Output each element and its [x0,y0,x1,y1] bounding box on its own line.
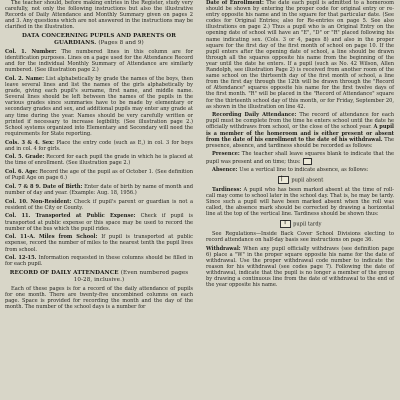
col11-entry: Col. 11. Transported at Public Expense: Check if pupil is transported at public expense or this space may be used to record the number of the bus which the pupil rides. [5,213,194,232]
tardy-example: ⊤ pupil tardy [206,220,394,228]
tardy-mark-icon: ⊤ [280,220,291,228]
recording-entry: Recording Daily Attendance: The record of attendance for each pupil must be complete from the time he enters school until the date he officially withdraws from school, or the close of the school year. A pupil is a member of the homeroom and is either present or absent from the date of his enrollment to the date of his withdrawal. The presence, absence, and tardiness should be recorded as follows: [206,112,394,149]
daily-attendance-paragraph: Each of these pages is for a record of the daily attendance of pupils for one month. There are twenty-five uncombined columns on each page. Space is provided for recording the month and the day of the month. The number of the school days is a number for [5,285,193,311]
presence-entry: Presence: The teacher shall leave squares blank to indicate that the pupil was present and on time; thus: [206,151,394,165]
col11a-entry: Col. 11-A. Miles from School: If pupil is transported at public expense, record the number of miles to the nearest tenth the pupil lives from school. [5,234,194,253]
withdrawal-entry: Withdrawal: When any pupil officially withdraws (see definition page 6) place a "W" in the proper square opposite his name for the date of withdrawal. Use the proper withdrawal code number to indicate the reason for his withdrawal (see codes page 7). Following the date of withdrawal, indicate that the pupil is no longer a member of the group by drawing a continuous line from the date of withdrawal to the end of the year opposite his name. [206,245,394,289]
col789-entry: Col. 7 & 8 9. Date of Birth: Enter date of birth by name of month and number of day and year. (Example: Aug. 18, 1956.) [5,183,193,196]
col1-entry: Col. 1. Number: The numbered lines in this column are for identification purposes. Lines on a page used for the Attendance Record and for the individual Monthly Summary of Attendance are similarly numbered. (See illustration page 2.) [5,49,193,74]
tardiness-entry: Tardiness: A pupil who has been marked absent at the time of roll-call may come to school later in the school day. That is, he may be tardy. Since such a pupil will have been marked absent when the roll was called, the absence mark should be corrected by drawing a horizontal line at the top of the vertical line. Tardiness should be shown thus: [206,186,394,218]
absent-example: | pupil absent [206,176,394,184]
col2-entry: Col. 2. Name: List alphabetically by grade the names of the boys, then leave several lines and list the names of the girls alphabetically by grade, giving each pupil's surname, first name, and middle name. Several lines should be left between the names of the pupils in the various grades since summaries have to be made by elementary or secondary grades and sex, and additional pupils may enter any grade at any time during the year. Names should be very carefully written or printed if necessary to increase legibility. (See illustration page 2.) School systems organized into Elementary and Secondary will need the requirements for State reporting. [5,76,193,137]
absence-entry: Absence: Use a vertical line to indicate absence, as follows: [212,167,369,174]
col1215-entry: Col. 12-15. Information requested in these columns should be filled in for each pupil. [5,255,193,268]
section-heading-pupils-parents: DATA CONCERNING PUPILS AND PARENTS OR GUARDIANS. (Pages 8 and 9) [21,33,176,47]
col5-entry: Col. 5. Grade: Record for each pupil the grade in which he is placed at the time of enrollment. (See illustration page 2.) [5,154,194,167]
see-regulations-note: See Regulations—Inside Back Cover School Divisions electing to record attendance on half-day basis see instructions on page 36. [206,230,394,244]
section-heading-daily-attendance: RECORD OF DAILY ATTENDANCE (Even numbered pages 10-28, inclusive.) [9,270,189,283]
col6-entry: Col. 6. Age: Record the age of the pupil as of October 1. (See definition of Pupil Age on page 6.) [5,169,193,182]
blank-square-icon [303,158,312,165]
right-column [206,0,394,291]
vertical-line-mark-icon: | [278,176,289,184]
col10-entry: Col. 10. Non-Resident: Check if pupil's parent or guardian is not a resident of the City or County. [5,198,193,211]
cols34-entry: Cols. 3 & 4. Sex: Place the entry code (such as E,) in col. 3 for boys and in col. 4 for girls. [5,139,194,152]
intro-paragraph: The teacher should, before making entries in the Register, study very carefully, not only the following instructions but also the illustrative Records of Daily Attendance and Monthly Summary given on pages 2 and 3. Any questions which are not answered in the instructions may be clarified in the illustration. [5,0,193,31]
left-column [5,0,193,313]
enrollment-entry: Date of Enrollment: The date each pupil is admitted to a homeroom should be shown by entering the proper code for original entry or re-entry opposite his name and in the square for that particular date. (See codes for Original Entries; also for Re-entries on page 5. See also illustrations on page 2.) Thus a pupil who is an Original Entry on the opening date of school will have an "E", "D" or "R" placed following his name indicating sex. (Cols. 3 or 4, pages 8) and also in the proper square for the first day of the first month of school on page 10. If the pupil enters after the opening date of school, a line should be drawn through all the squares opposite his name from the beginning of the year until the date he enters. If a pupil (such as No. 42 Wilson, Allen Randolph, see illustration Page 2) is received from another room of the same school on the thirteenth day of the first month of school, a line from the first day through the 12th will be drawn through the "Record of Attendance" squares opposite his name for the first twelve days of the first month. "R" will be placed in the "Record of Attendance" square for the thirteenth school day of this month, or for Friday, September 20, as shown in the illustration on line 42. [206,0,394,110]
